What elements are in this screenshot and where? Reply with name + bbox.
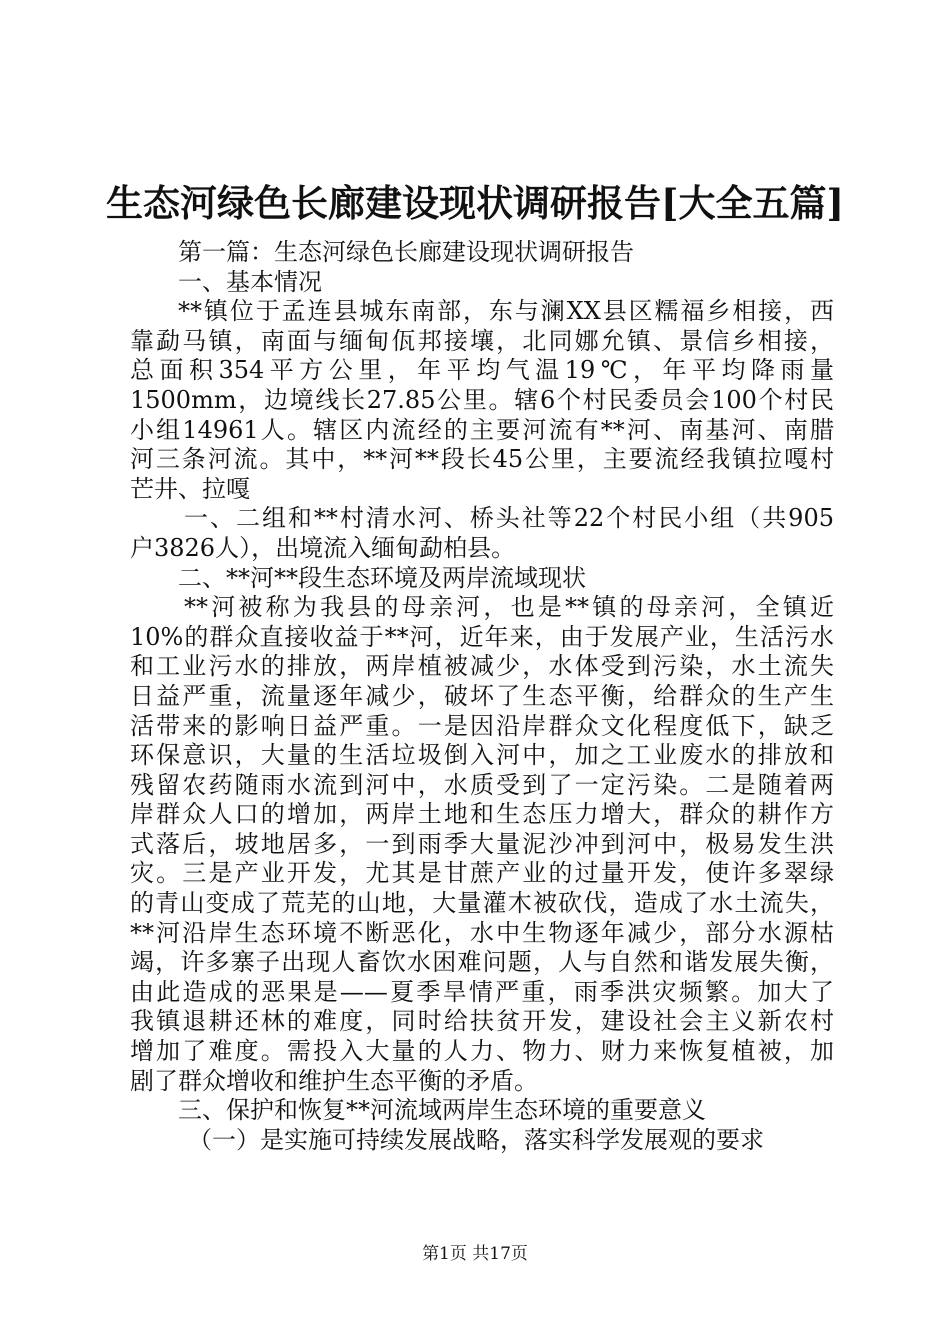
paragraph-line: 活带来的影响日益严重。一是因沿岸群众文化程度低下，缺乏 <box>130 711 834 740</box>
paragraph-line: **河沿岸生态环境不断恶化，水中生物逐年减少，部分水源枯 <box>130 918 834 947</box>
subsection-heading: （一）是实施可持续发展战略，落实科学发展观的要求 <box>188 1125 764 1154</box>
paragraph-line: 10%的群众直接收益于**河，近年来，由于发展产业，生活污水 <box>130 622 834 651</box>
paragraph-line: 由此造成的恶果是——夏季旱情严重，雨季洪灾频繁。加大了 <box>130 977 834 1006</box>
paragraph-line: 残留农药随雨水流到河中，水质受到了一定污染。二是随着两 <box>130 770 834 799</box>
paragraph-line: 式落后，坡地居多，一到雨季大量泥沙冲到河中，极易发生洪 <box>130 829 834 858</box>
paragraph-line: 靠勐马镇，南面与缅甸佤邦接壤，北同娜允镇、景信乡相接， <box>130 326 834 355</box>
paragraph-line: 环保意识，大量的生活垃圾倒入河中，加之工业废水的排放和 <box>130 741 834 770</box>
paragraph-line: 剧了群众增收和维护生态平衡的矛盾。 <box>130 1066 538 1095</box>
paragraph-line: **河被称为我县的母亲河，也是**镇的母亲河，全镇近 <box>184 593 834 622</box>
document-body <box>130 238 834 1155</box>
paragraph-line: 户3826人），出境流入缅甸勐柏县。 <box>130 533 516 562</box>
paragraph-line: 1500mm，边境线长27.85公里。辖6个村民委员会100个村民 <box>130 385 834 414</box>
paragraph-line: 我镇退耕还林的难度，同时给扶贫开发，建设社会主义新农村 <box>130 1007 834 1036</box>
paragraph-line: 总面积354平方公里，年平均气温19℃，年平均降雨量 <box>130 356 834 385</box>
paragraph-line: **镇位于孟连县城东南部，东与澜XX县区糯福乡相接，西 <box>178 297 834 326</box>
section-heading: 二、**河**段生态环境及两岸流域现状 <box>178 563 586 592</box>
page-indicator: 第1页 共17页 <box>422 1244 528 1264</box>
paragraph-line: 日益严重，流量逐年减少，破坏了生态平衡，给群众的生产生 <box>130 681 834 710</box>
paragraph-line: 小组14961人。辖区内流经的主要河流有**河、南基河、南腊 <box>130 415 834 444</box>
paragraph-line: 芒井、拉嘎 <box>130 474 250 503</box>
paragraph-line: 增加了难度。需投入大量的人力、物力、财力来恢复植被，加 <box>130 1037 834 1066</box>
paragraph-line: 的青山变成了荒芜的山地，大量灌木被砍伐，造成了水土流失， <box>130 889 834 918</box>
section-heading: 三、保护和恢复**河流域两岸生态环境的重要意义 <box>178 1096 706 1125</box>
paragraph-line: 和工业污水的排放，两岸植被减少，水体受到污染，水土流失 <box>130 652 834 681</box>
document-title: 生态河绿色长廊建设现状调研报告[大全五篇] <box>105 181 844 225</box>
paragraph-line: 一、二组和**村清水河、桥头社等22个村民小组（共905 <box>184 504 834 533</box>
paragraph-line: 灾。三是产业开发，尤其是甘蔗产业的过量开发，使许多翠绿 <box>130 859 834 888</box>
paragraph-line: 竭，许多寨子出现人畜饮水困难问题，人与自然和谐发展失衡， <box>130 948 834 977</box>
paragraph-line: 河三条河流。其中，**河**段长45公里，主要流经我镇拉嘎村 <box>130 445 834 474</box>
section-heading: 一、基本情况 <box>178 267 322 296</box>
section-heading: 第一篇：生态河绿色长廊建设现状调研报告 <box>178 238 634 266</box>
paragraph-line: 岸群众人口的增加，两岸土地和生态压力增大，群众的耕作方 <box>130 800 834 829</box>
